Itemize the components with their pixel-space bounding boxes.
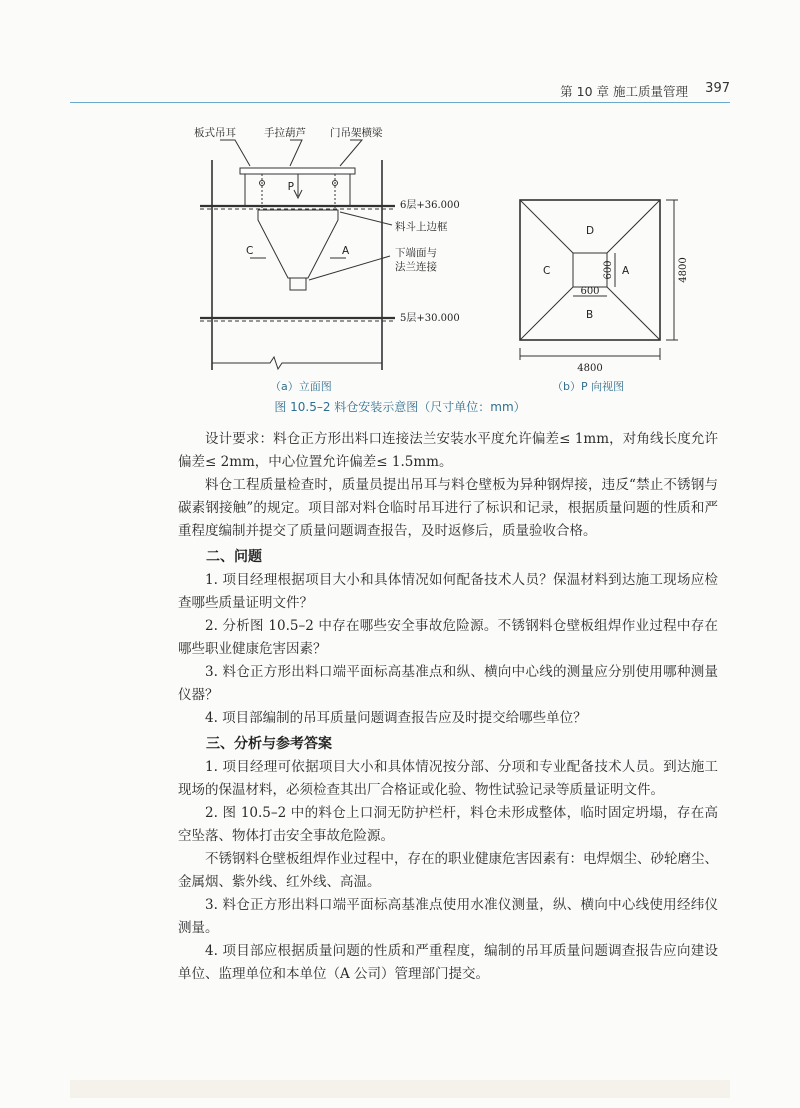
plan-dim-600-v: 600 [603,260,614,280]
plan-view [520,200,678,360]
page-bottom-band [70,1080,730,1098]
paragraph-quality-check: 料仓工程质量检查时，质量员提出吊耳与料仓壁板为异种钢焊接，违反“禁止不锈钢与碳素钢接触”的规定。项目部对料仓临时吊耳进行了标识和记录，根据质量问题的性质和严重程度编制并提交了质量问题调查报告，及时返修后，质量验收合格。 [178,477,718,539]
label-section-c: C [246,245,254,257]
question-3: 3. 料仓正方形出料口端平面标高基准点和纵、横向中心线的测量应分别使用哪种测量仪器？ [178,664,718,703]
label-flange-2: 法兰连接 [395,261,437,273]
section-answers-heading: 三、分析与参考答案 [206,736,332,752]
answer-1: 1. 项目经理可依据项目大小和具体情况按分部、分项和专业配备技术人员。到达施工现场的保温材料，必须检查其出厂合格证或化验、物性试验记录等质量证明文件。 [178,759,718,798]
page-number: 397 [705,81,730,96]
label-floor-5: 5层+30.000 [400,313,460,324]
answer-2: 2. 图 10.5–2 中的料仓上口洞无防护栏杆，料仓未形成整体，临时固定坍塌，存在高空坠落、物体打击安全事故危险源。 [178,805,718,844]
plan-label-a: A [622,265,630,277]
figure-title: 图 10.5–2 料仓安装示意图（尺寸单位：mm） [274,400,526,414]
question-4: 4. 项目部编制的吊耳质量问题调查报告应及时提交给哪些单位？ [205,710,587,726]
section-questions-heading: 二、问题 [206,549,262,565]
label-gantry: 门吊架横梁 [330,127,383,139]
plan-dim-4800-h: 4800 [577,363,603,374]
label-floor-6: 6层+36.000 [400,200,460,211]
paragraph-design-requirements: 设计要求：料仓正方形出料口连接法兰安装水平度允许偏差≤ 1mm，对角线长度允许偏差≤ 2mm，中心位置允许偏差≤ 1.5mm。 [178,431,718,470]
label-hopper-frame: 料斗上边框 [395,221,448,233]
body-text [178,428,718,986]
elevation-view [200,140,395,370]
answer-2-health: 不锈钢料仓壁板组焊作业过程中，存在的职业健康危害因素有：电焊烟尘、砂轮磨尘、金属烟、紫外线、红外线、高温。 [178,851,718,890]
question-2: 2. 分析图 10.5–2 中存在哪些安全事故危险源。不锈钢料仓壁板组焊作业过程中存在哪些职业健康危害因素？ [178,618,718,657]
label-p-direction: P [287,181,294,193]
chapter-title: 第 10 章 施工质量管理 [560,84,688,99]
answer-3: 3. 料仓正方形出料口端平面标高基准点使用水准仪测量，纵、横向中心线使用经纬仪测量。 [178,897,718,936]
plan-label-d: D [586,225,595,237]
running-header [70,80,730,103]
question-1: 1. 项目经理根据项目大小和具体情况如何配备技术人员？保温材料到达施工现场应检查哪些质量证明文件？ [178,572,718,611]
caption-b: （b）P 向视图 [552,380,625,393]
answer-4: 4. 项目部应根据质量问题的性质和严重程度，编制的吊耳质量问题调查报告应向建设单位、监理单位和本单位（A 公司）管理部门提交。 [178,943,718,982]
plan-dim-600-h: 600 [580,286,600,297]
plan-label-c: C [543,265,551,277]
caption-a: （a）立面图 [270,380,332,393]
label-flange-1: 下端面与 [395,247,437,259]
label-section-a: A [342,245,350,257]
plan-label-b: B [586,309,594,321]
plan-dim-4800-v: 4800 [678,257,689,283]
silo-diagram [190,108,730,408]
label-lug: 板式吊耳 [194,127,236,139]
label-hoist: 手拉葫芦 [264,127,306,139]
figure-10-5-2 [190,108,730,408]
